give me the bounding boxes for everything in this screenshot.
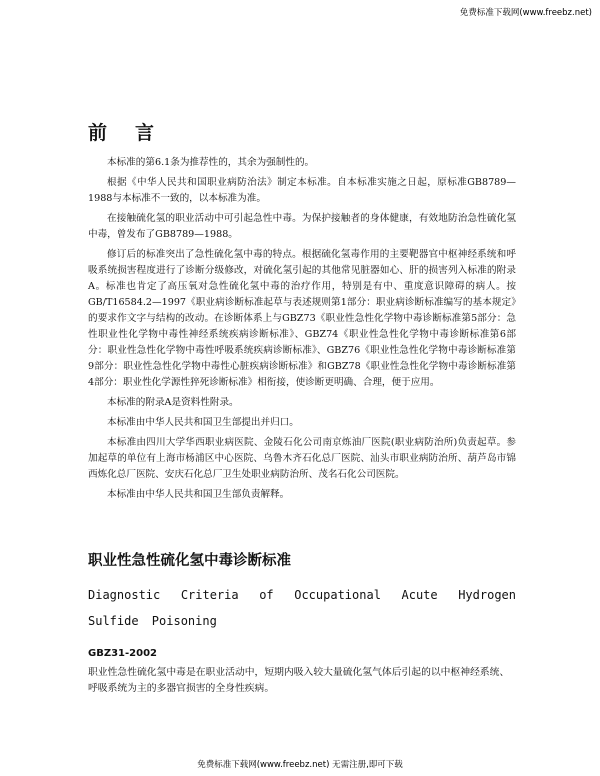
preface-paragraph-6: 本标准由中华人民共和国卫生部提出并归口。 <box>107 417 299 428</box>
document-body <box>88 118 516 697</box>
definition-paragraph: 职业性急性硫化氢中毒是在职业活动中，短期内吸入较大量硫化氢气体后引起的以中枢神经系统、呼吸系统为主的多器官损害的全身性疾病。 <box>88 667 510 694</box>
preface-paragraph-2: 根据《中华人民共和国职业病防治法》制定本标准。自本标准实施之日起，原标准GB8789—1988与本标准不一致的，以本标准为准。 <box>88 177 516 204</box>
preface-paragraph-3: 在接触硫化氢的职业活动中可引起急性中毒。为保护接触者的身体健康，有效地防治急性硫化氢中毒，曾发布了GB8789—1988。 <box>88 213 516 240</box>
preface-paragraph-8: 本标准由中华人民共和国卫生部负责解释。 <box>107 489 290 500</box>
preface-paragraph-7: 本标准由四川大学华西职业病医院、金陵石化公司南京炼油厂医院(职业病防治所)负责起草。参加起草的单位有上海市杨浦区中心医院、乌鲁木齐石化总厂医院、汕头市职业病防治所、葫芦岛市锦西炼化总厂医院、安庆石化总厂卫生处职业病防治所、茂名石化公司医院。 <box>88 437 516 480</box>
standard-title-cn: 职业性急性硫化氢中毒诊断标准 <box>88 553 291 569</box>
standard-code: GBZ31-2002 <box>88 648 157 659</box>
site-header-note: 免费标准下载网(www.freebz.net) <box>459 8 592 18</box>
standard-title-en: Diagnostic Criteria of Occupational Acute Hydrogen Sulfide Poisoning <box>88 588 516 628</box>
preface-title: 前言 <box>88 122 183 144</box>
preface-paragraph-1: 本标准的第6.1条为推荐性的，其余为强制性的。 <box>107 157 315 168</box>
preface-paragraph-5: 本标准的附录A是资料性附录。 <box>107 397 239 408</box>
site-footer-note: 免费标准下载网(www.freebz.net) 无需注册,即可下载 <box>197 760 403 770</box>
preface-paragraph-4: 修订后的标准突出了急性硫化氢中毒的特点。根据硫化氢毒作用的主要靶器官中枢神经系统和呼吸系统损害程度进行了诊断分级修改，对硫化氢引起的其他常见脏器如心、肝的损害列入标准的附录A。标准也肯定了高压氧对急性硫化氢中毒的治疗作用，特别是有中、重度意识障碍的病人。按GB/T16584.2—1997《职业病诊断标准起草与表述规则第1部分：职业病诊断标准编写的基本规定》的要求作文字与结构的改动。在诊断体系上与GBZ73《职业性急性化学物中毒诊断标准第5部分：急性职业性化学物中毒性神经系统疾病诊断标准》、GBZ74《职业性急性化学物中毒诊断标准第6部分：职业性急性化学物中毒性呼吸系统疾病诊断标准》、GBZ76《职业性急性化学物中毒诊断标准第9部分：职业性急性化学物中毒性心脏疾病诊断标准》和GBZ78《职业性急性化学物中毒诊断标准第4部分：职业性化学源性猝死诊断标准》相衔接，使诊断更明确、合理，便于应用。 <box>88 249 516 388</box>
